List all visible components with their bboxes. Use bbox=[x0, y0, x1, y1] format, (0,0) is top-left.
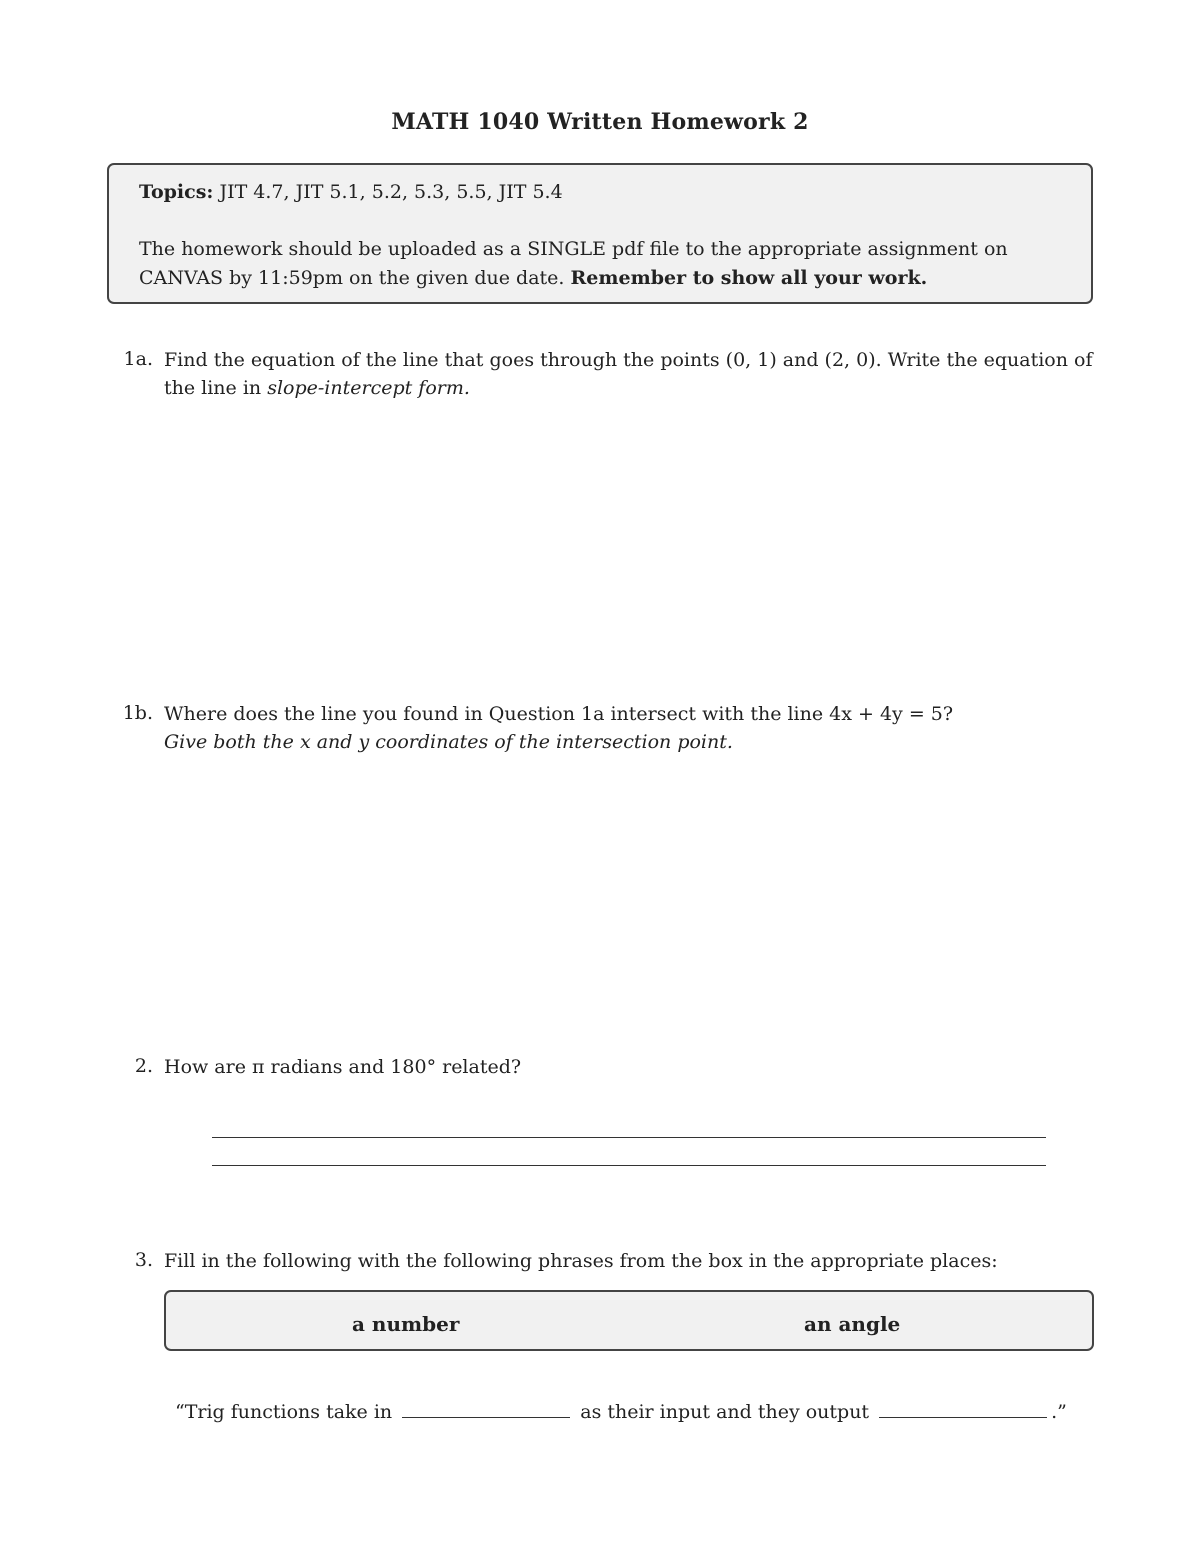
sentence-end: .” bbox=[1051, 1401, 1067, 1423]
answer-line-1[interactable] bbox=[212, 1137, 1046, 1138]
question-1b-emphasis: Give both the x and y coordinates of the intersection point. bbox=[164, 731, 733, 753]
question-3-number: 3. bbox=[134, 1249, 153, 1271]
instructions-box bbox=[107, 163, 1093, 304]
phrase-a-number: a number bbox=[352, 1312, 460, 1336]
question-2-number: 2. bbox=[134, 1055, 153, 1077]
question-1b-prompt: Where does the line you found in Question 1a intersect with the line 4x + 4y = 5? bbox=[164, 703, 954, 725]
topics-line bbox=[139, 181, 563, 203]
sentence-middle: as their input and they output bbox=[580, 1401, 870, 1423]
question-1b-number: 1b. bbox=[122, 702, 153, 724]
question-1a-emphasis: slope-intercept form. bbox=[267, 377, 470, 399]
instructions-text: The homework should be uploaded as a SINGLE pdf file to the appropriate assignment on CANVAS by 11:59pm on the given due date. bbox=[139, 238, 1008, 289]
page-title: MATH 1040 Written Homework 2 bbox=[391, 109, 809, 135]
instructions-bold: Remember to show all your work. bbox=[570, 267, 928, 289]
fill-in-sentence bbox=[175, 1401, 1067, 1423]
question-2-text: How are π radians and 180° related? bbox=[164, 1056, 522, 1078]
topics-label: Topics: bbox=[139, 181, 214, 203]
blank-2[interactable] bbox=[879, 1416, 1047, 1418]
sentence-start: “Trig functions take in bbox=[175, 1401, 393, 1423]
question-1a-number: 1a. bbox=[123, 348, 153, 370]
question-1a-prompt: Find the equation of the line that goes through the points (0, 1) and (2, 0). Write the equation of the line in bbox=[164, 349, 1093, 399]
topics-value: JIT 4.7, JIT 5.1, 5.2, 5.3, 5.5, JIT 5.4 bbox=[219, 181, 563, 203]
upload-instructions bbox=[139, 235, 1074, 293]
question-1b-text bbox=[164, 700, 1099, 756]
blank-1[interactable] bbox=[402, 1416, 570, 1418]
answer-line-2[interactable] bbox=[212, 1165, 1046, 1166]
question-3-text: Fill in the following with the following phrases from the box in the appropriate places: bbox=[164, 1250, 998, 1272]
question-1a-text bbox=[164, 346, 1099, 402]
phrase-box bbox=[164, 1290, 1094, 1351]
phrase-an-angle: an angle bbox=[804, 1312, 901, 1336]
